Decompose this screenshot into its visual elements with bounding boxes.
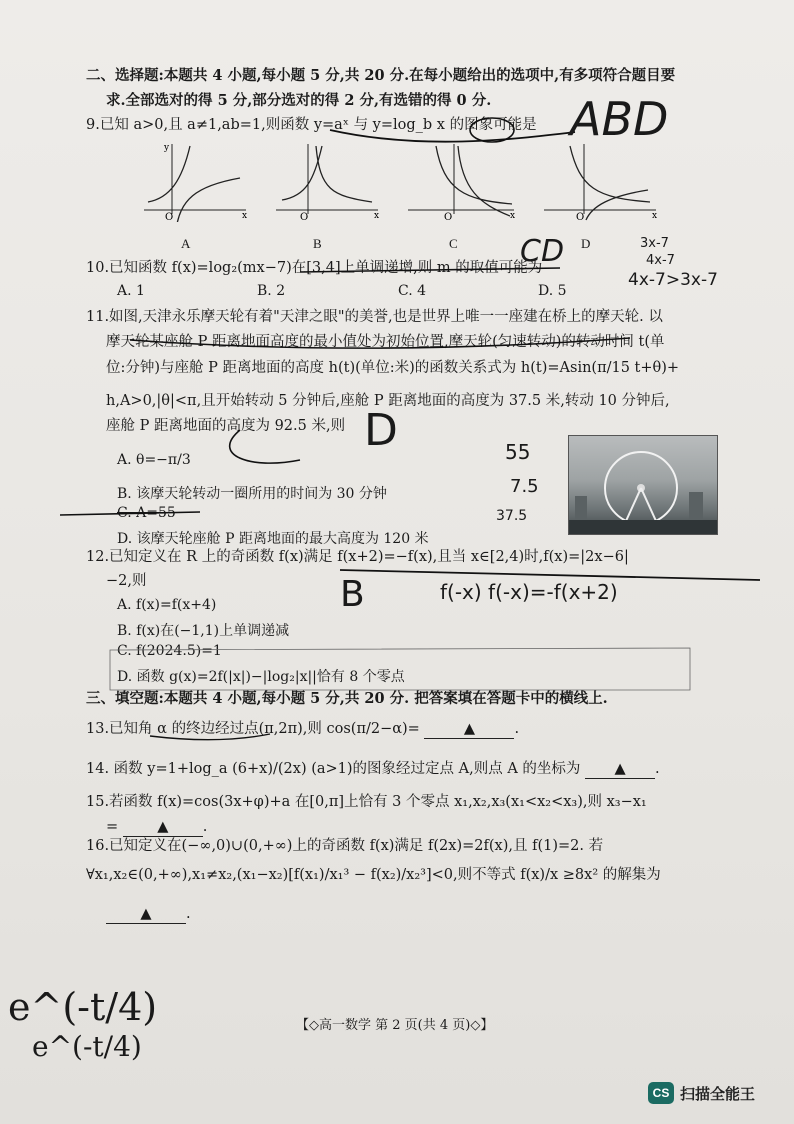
section-2-heading-cont: 求.全部选对的得 5 分,部分选对的得 2 分,有选错的得 0 分. <box>106 92 492 109</box>
section-3-heading: 三、填空题:本题共 4 小题,每小题 5 分,共 20 分. 把答案填在答题卡中的横线上. <box>86 690 608 707</box>
q11-option-c: C. A=55 <box>117 505 176 521</box>
q13-blank-mark: ▲ <box>463 721 476 737</box>
q13-answer-blank <box>424 720 514 739</box>
q15-equals: = <box>106 819 119 835</box>
svg-text:y: y <box>164 143 170 153</box>
question-16-line-2: ∀x₁,x₂∈(0,+∞),x₁≠x₂,(x₁−x₂)[f(x₁)/x₁³ − f(x₂)/x₂³]<0,则不等式 f(x)/x ≥8x² 的解集为 <box>86 867 661 883</box>
question-13-stem: 13.已知角 α 的终边经过点(π,2π),则 cos(π/2−α)= ▲ . <box>86 721 520 737</box>
q15-blank-mark: ▲ <box>157 819 169 835</box>
q13-text: 13.已知角 α 的终边经过点(π,2π),则 cos(π/2−α)= <box>86 721 420 737</box>
q10-hand-answer: CD <box>520 234 565 269</box>
q12-option-b: B. f(x)在(−1,1)上单调递减 <box>117 623 290 639</box>
svg-text:O: O <box>444 212 453 222</box>
svg-text:O: O <box>300 212 309 222</box>
q12-option-c: C. f(2024.5)=1 <box>117 643 222 659</box>
question-12-line-2: −2,则 <box>106 573 147 589</box>
question-10-stem: 10.已知函数 f(x)=log₂(mx−7)在[3,4]上单调递增,则 m 的取值可能为 <box>86 260 543 276</box>
question-16-line-1: 16.已知定义在(−∞,0)∪(0,+∞)上的奇函数 f(x)满足 f(2x)=2f(x),且 f(1)=2. 若 <box>86 838 604 854</box>
page-footer: 【◇高一数学 第 2 页(共 4 页)◇】 <box>296 1018 494 1033</box>
svg-text:O: O <box>576 212 585 222</box>
section-2-heading: 二、选择题:本题共 4 小题,每小题 5 分,共 20 分.在每小题给出的选项中,有多项符合题目要 <box>86 67 676 84</box>
hand-margin-7-5: 7.5 <box>510 476 539 497</box>
q9-label-c: C <box>449 236 458 251</box>
q9-graph-b <box>272 140 382 222</box>
q9-graph-a <box>140 140 250 222</box>
hand-margin-37-5: 37.5 <box>496 508 528 524</box>
q10-option-b: B. 2 <box>257 283 286 299</box>
q10-option-d: D. 5 <box>538 283 567 299</box>
svg-text:x: x <box>510 211 516 221</box>
question-11-line-3: 位:分钟)与座舱 P 距离地面的高度 h(t)(单位:米)的函数关系式为 h(t)=Asin(π/15 t+θ)+ <box>106 360 680 376</box>
q9-label-a: A <box>181 236 191 251</box>
hand-margin-55: 55 <box>505 440 531 464</box>
q14-text: 14. 函数 y=1+log_a (6+x)/(2x) (a>1)的图象经过定点 A,则点 A 的坐标为 <box>86 761 581 777</box>
question-9-stem: 9.已知 a>0,且 a≠1,ab=1,则函数 y=aˣ 与 y=log_b x 的图象可能是 <box>86 117 537 133</box>
hand-margin-exp-1: e^(-t/4) <box>8 985 158 1029</box>
q12-option-d: D. 函数 g(x)=2f(|x|)−|log₂|x||恰有 8 个零点 <box>117 669 405 685</box>
question-15-line-1: 15.若函数 f(x)=cos(3x+φ)+a 在[0,π]上恰有 3 个零点 x₁,x₂,x₃(x₁<x₂<x₃),则 x₃−x₁ <box>86 794 647 810</box>
q11-option-d: D. 该摩天轮座舱 P 距离地面的最大高度为 120 米 <box>117 531 429 547</box>
q15-answer-blank <box>123 818 203 837</box>
q9-graph-d <box>540 140 660 222</box>
question-11-line-2: 摩天轮某座舱 P 距离地面高度的最小值处为初始位置,摩天轮(匀速转动)的转动时间 t(单 <box>106 334 665 350</box>
hand-margin-exp-2: e^(-t/4) <box>32 1030 142 1063</box>
q9-label-d: D <box>581 236 591 251</box>
q10-hand-note-1: 3x-7 <box>640 236 669 251</box>
q16-blank-mark: ▲ <box>140 906 152 922</box>
q10-hand-note-3: 4x-7>3x-7 <box>628 270 718 290</box>
q12-hand-answer: B <box>340 574 365 615</box>
question-16-line-3: ▲ . <box>106 905 191 924</box>
q12-option-a: A. f(x)=f(x+4) <box>117 597 217 613</box>
svg-text:x: x <box>242 211 248 221</box>
question-12-line-1: 12.已知定义在 R 上的奇函数 f(x)满足 f(x+2)=−f(x),且当 x∈[2,4)时,f(x)=|2x−6| <box>86 549 629 565</box>
q11-option-a: A. θ=−π/3 <box>117 452 191 468</box>
q10-hand-note-2: 4x-7 <box>646 253 675 268</box>
question-14-stem: 14. 函数 y=1+log_a (6+x)/(2x) (a>1)的图象经过定点 A,则点 A 的坐标为 ▲ . <box>86 761 660 777</box>
q9-label-b: B <box>313 236 322 251</box>
q10-option-c: C. 4 <box>398 283 427 299</box>
q10-option-a: A. 1 <box>117 283 145 299</box>
svg-text:x: x <box>374 211 380 221</box>
ferris-wheel-photo <box>568 435 718 535</box>
q14-answer-blank <box>585 760 655 779</box>
q16-answer-blank <box>106 905 186 924</box>
question-11-line-4: h,A>0,|θ|<π,且开始转动 5 分钟后,座舱 P 距离地面的高度为 37.5 米,转动 10 分钟后, <box>106 393 670 409</box>
question-15-line-2: = ▲ . <box>106 819 208 835</box>
q14-blank-mark: ▲ <box>614 761 626 777</box>
svg-text:O: O <box>165 212 174 222</box>
q9-hand-answer: ABD <box>570 92 669 146</box>
scanner-label: 扫描全能王 <box>680 1086 756 1103</box>
q11-option-b: B. 该摩天轮转动一圈所用的时间为 30 分钟 <box>117 486 387 502</box>
q12-hand-note: f(-x) f(-x)=-f(x+2) <box>440 580 618 604</box>
scanner-logo: CS <box>648 1082 674 1104</box>
svg-text:x: x <box>652 211 658 221</box>
q9-graph-c <box>404 140 519 222</box>
question-11-line-5: 座舱 P 距离地面的高度为 92.5 米,则 <box>106 418 346 434</box>
q11-hand-answer: D <box>364 405 398 456</box>
question-11-line-1: 11.如图,天津永乐摩天轮有着"天津之眼"的美誉,也是世界上唯一一座建在桥上的摩天轮. 以 <box>86 309 663 325</box>
